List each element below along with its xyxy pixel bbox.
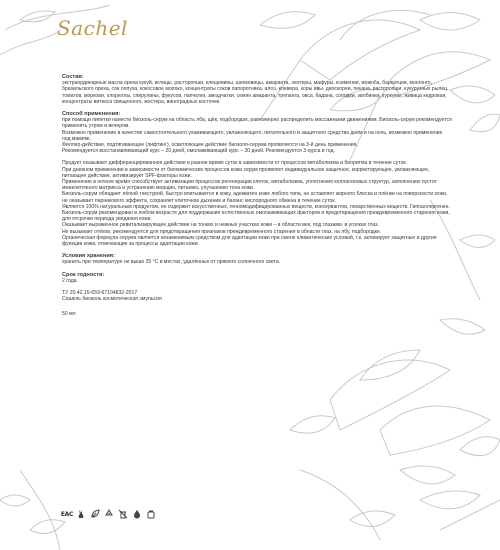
composition-heading: Состав: [62,74,84,80]
usage-line: Возможно применение в качестве самостоятельного ухаживающего, увлажняющего, питательного и защитного средства днём и на ночь, возможно применение под макияж. [62,129,443,142]
description-line: При дневном применении в зависимости от биохимических процессов кожи серум проявляет индивидуальное защитное, корректирующее, увлажняющее, питающее действие, активизирует SPF-факторы кожи. [62,166,430,179]
shelf-life-text: 2 года. [62,277,78,284]
description-line: Органическая формула серума является незаменимым средством для адаптации кожи при смене климатических условий, т.к. активирует защитные и другие функции кожи, отвечающие за процессы адаптации кожи. [62,234,437,248]
shelf-life-heading: Срок годности: [62,271,105,278]
recycle-icon [104,509,114,519]
usage-line: Филлер-действие, подтягивающее (лифтинг), осветляющее действие биозоля-серума проявляется на 3-й день применения. [62,142,358,149]
description-line: Оказывает выраженное ревитализирующее действие на тонких и нежных участках кожи – в области век, под глазами, в уголках глаз. [62,222,380,229]
description-line: Биозоль-серум рекомендован в любом возрасте для поддержания естественных омолаживающих факторов и предотвращения преждевременного старения кожи, для отсрочки периода увядания кожи. [62,210,450,223]
description-line: Продукт оказывает дифференцированное действие в разное время суток в зависимости от процессов метаболизма и биоритма в течение суток. [62,160,408,167]
storage-heading: Условия хранения: [62,253,115,260]
drop-icon [132,509,142,519]
product-name: Сашель биозоль косметическая эмульсия [62,296,162,303]
leaf-icon [90,509,100,519]
tu-code: ТУ 20.42.15-659-67104832-2017 [62,290,138,297]
jar-icon [146,509,156,519]
usage-line: Рекомендуется восстанавливающий курс – 20 дней, омолаживающий курс – 30 дней. Рекомендуется 3 курса в год. [62,148,335,155]
composition-text: экстраординарные масла ореха кукуй, иглицы, расторопши, клещевины, шелковицы, амаранта, энотеры, мафуры, ксимении, жожоба, бархатцев, монгонго, бразильского ореха, сок лопуха, кокосовое молоко, концентраты соков папоротника, алоэ, клевера, коры ивы, диоскореи, пекана, расторопши, кукурузных рылец, томатов, моркови, хлореллы, спирулины, фукусов, лапчатки, звездчатки, семян амаранта, трепанга, овса, бадана, солодки, эвлбинки, куркумы, живица кедровая, концентраты витекса священного, жостера, виноградных косточек. [62,80,449,105]
description-line: Применение в ночное время способствует активизации процессов регенерации клеток, метаболизма, уплотнения коллагеновых структур, заполнению пустот межклеточного матрикса и устранению морщин, питанию, улучшению тона кожи. [62,179,437,192]
brand-logo: Sachel [57,16,128,40]
usage-heading: Способ применения: [62,111,121,118]
storage-text: хранить при температуре не выше 25 °C в местах, удалённых от прямого солнечного света. [62,259,281,266]
volume: 50 мл [62,310,76,317]
usage-line: при помощи пипетки нанести биозоль-серум на область лба, щёк, подбородок, равномерно распределить массажными движениями. Биозоль-серум рекомендуется применять утром и вечером. [62,117,452,130]
description-line: Является 100% натуральным продуктом, не содержит искусственных, генномодифицированных веществ, консервантов, лекарственных веществ. Гипоаллергенен. [62,203,450,210]
rabbit-icon [76,509,86,519]
certification-icons [62,508,172,520]
waste-bin-icon [118,509,128,519]
description-line: Не вызывает отёков, рекомендуется для предотвращения признаков преждевременного старения в области глаз, на лбу, подбородке. [62,228,382,235]
description-line: Биозоль-серум обладает лёгкой текстурой, быстро впитывается в кожу, адекватен коже любого типа, не оставляет жирного блеска и плёнки на поверхности кожи, не оказывает парникового эффекта, сохраняет клеточное дыхание и баланс кислородного обмена в течение суток. [62,191,448,204]
leaflet-text [62,74,452,317]
eac-mark: EAC [60,510,74,518]
